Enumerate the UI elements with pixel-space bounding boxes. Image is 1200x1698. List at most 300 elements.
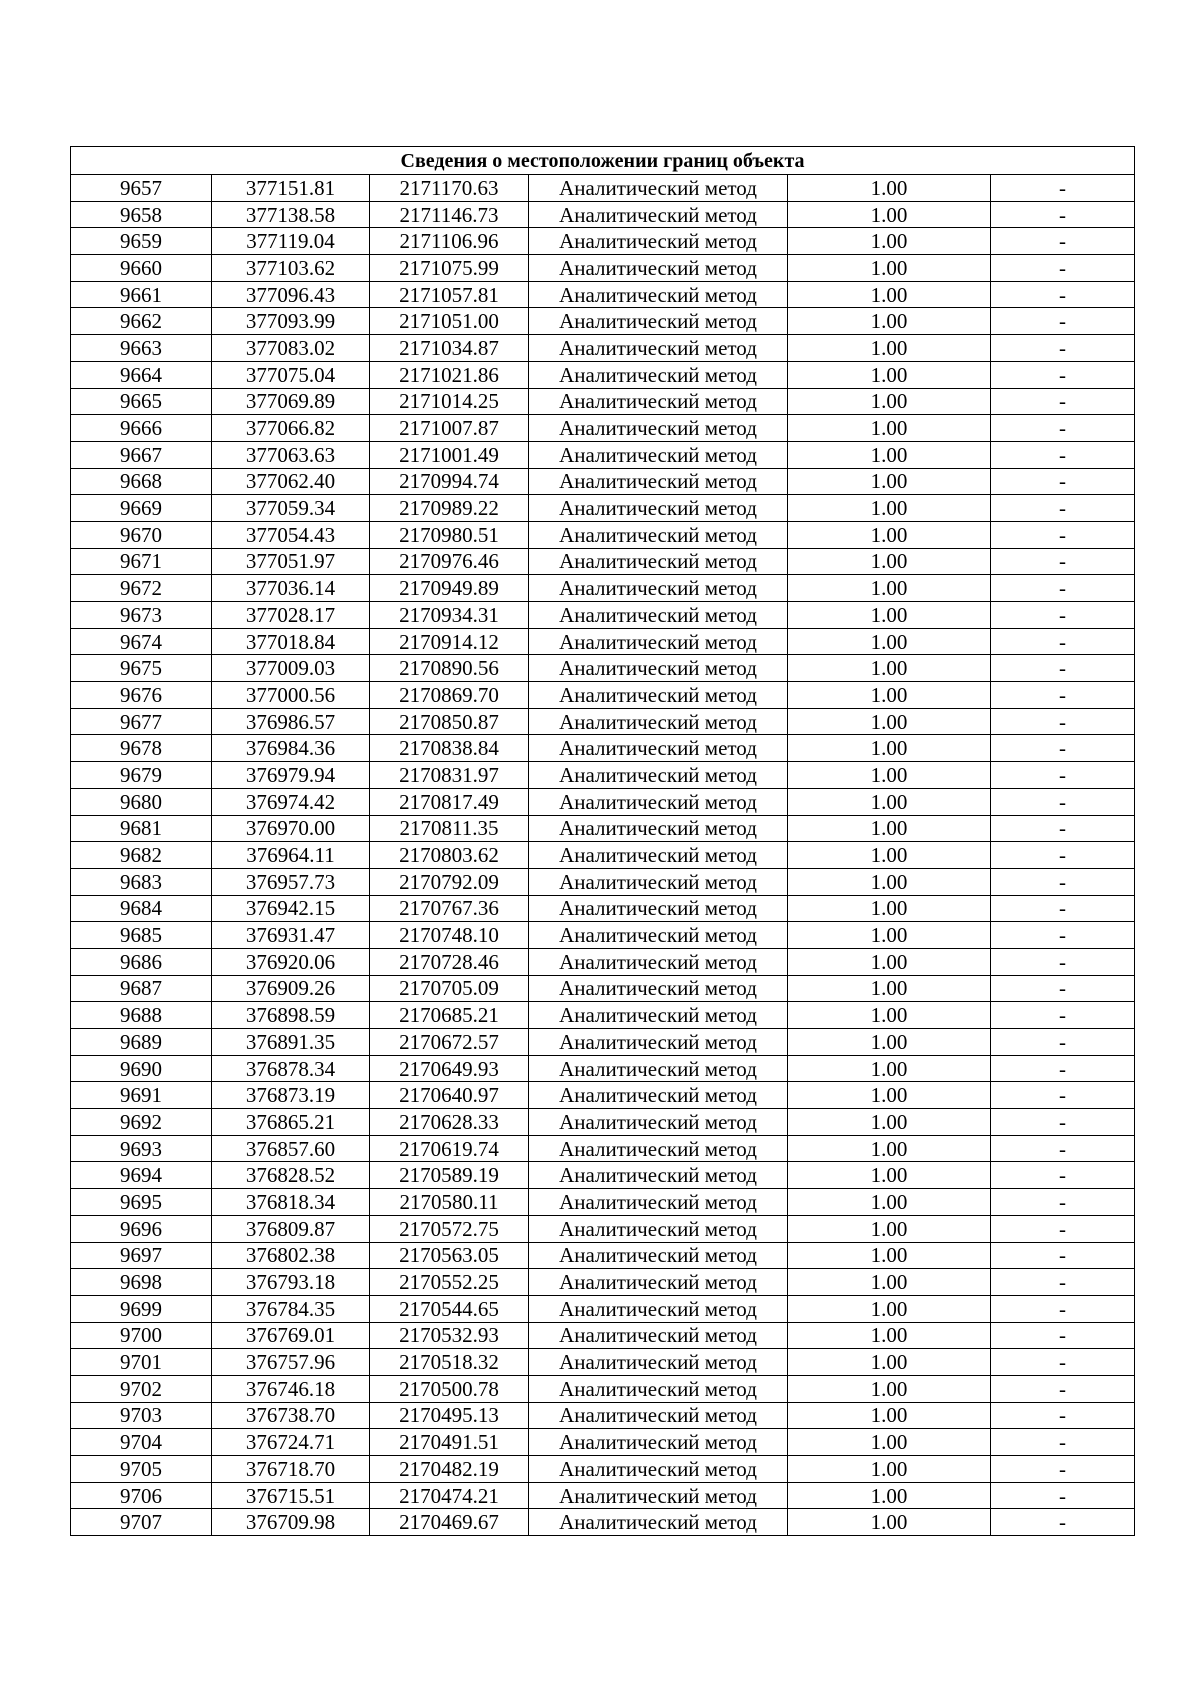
table-title: Сведения о местоположении границ объекта: [71, 147, 1135, 175]
y-coordinate-cell: 2170705.09: [370, 975, 529, 1002]
accuracy-cell: 1.00: [788, 815, 991, 842]
method-cell: Аналитический метод: [529, 281, 788, 308]
method-cell: Аналитический метод: [529, 1295, 788, 1322]
point-number-cell: 9697: [71, 1242, 212, 1269]
x-coordinate-cell: 377054.43: [212, 521, 370, 548]
method-cell: Аналитический метод: [529, 1269, 788, 1296]
y-coordinate-cell: 2170649.93: [370, 1055, 529, 1082]
y-coordinate-cell: 2170994.74: [370, 468, 529, 495]
accuracy-cell: 1.00: [788, 1055, 991, 1082]
point-number-cell: 9674: [71, 628, 212, 655]
accuracy-cell: 1.00: [788, 948, 991, 975]
point-number-cell: 9666: [71, 415, 212, 442]
y-coordinate-cell: 2170728.46: [370, 948, 529, 975]
x-coordinate-cell: 376957.73: [212, 868, 370, 895]
note-cell: -: [991, 1242, 1135, 1269]
table-row: [71, 1215, 1135, 1242]
y-coordinate-cell: 2170672.57: [370, 1029, 529, 1056]
y-coordinate-cell: 2171051.00: [370, 308, 529, 335]
accuracy-cell: 1.00: [788, 575, 991, 602]
accuracy-cell: 1.00: [788, 975, 991, 1002]
accuracy-cell: 1.00: [788, 922, 991, 949]
method-cell: Аналитический метод: [529, 335, 788, 362]
table-row: [71, 895, 1135, 922]
x-coordinate-cell: 376898.59: [212, 1002, 370, 1029]
y-coordinate-cell: 2170495.13: [370, 1402, 529, 1429]
table-row: [71, 228, 1135, 255]
note-cell: -: [991, 682, 1135, 709]
accuracy-cell: 1.00: [788, 308, 991, 335]
x-coordinate-cell: 377051.97: [212, 548, 370, 575]
y-coordinate-cell: 2170803.62: [370, 842, 529, 869]
accuracy-cell: 1.00: [788, 1429, 991, 1456]
point-number-cell: 9683: [71, 868, 212, 895]
x-coordinate-cell: 377075.04: [212, 361, 370, 388]
y-coordinate-cell: 2170831.97: [370, 762, 529, 789]
x-coordinate-cell: 376909.26: [212, 975, 370, 1002]
x-coordinate-cell: 377063.63: [212, 441, 370, 468]
y-coordinate-cell: 2170989.22: [370, 495, 529, 522]
method-cell: Аналитический метод: [529, 735, 788, 762]
point-number-cell: 9698: [71, 1269, 212, 1296]
y-coordinate-cell: 2170619.74: [370, 1135, 529, 1162]
method-cell: Аналитический метод: [529, 228, 788, 255]
x-coordinate-cell: 376709.98: [212, 1509, 370, 1536]
point-number-cell: 9686: [71, 948, 212, 975]
table-row: [71, 1135, 1135, 1162]
accuracy-cell: 1.00: [788, 1135, 991, 1162]
point-number-cell: 9699: [71, 1295, 212, 1322]
accuracy-cell: 1.00: [788, 1375, 991, 1402]
table-row: [71, 441, 1135, 468]
point-number-cell: 9704: [71, 1429, 212, 1456]
x-coordinate-cell: 376865.21: [212, 1109, 370, 1136]
method-cell: Аналитический метод: [529, 655, 788, 682]
point-number-cell: 9670: [71, 521, 212, 548]
table-row: [71, 1456, 1135, 1483]
table-row: [71, 335, 1135, 362]
note-cell: -: [991, 1082, 1135, 1109]
point-number-cell: 9665: [71, 388, 212, 415]
method-cell: Аналитический метод: [529, 975, 788, 1002]
x-coordinate-cell: 376738.70: [212, 1402, 370, 1429]
note-cell: -: [991, 468, 1135, 495]
note-cell: -: [991, 495, 1135, 522]
table-row: [71, 868, 1135, 895]
x-coordinate-cell: 377151.81: [212, 175, 370, 202]
method-cell: Аналитический метод: [529, 1349, 788, 1376]
x-coordinate-cell: 377119.04: [212, 228, 370, 255]
point-number-cell: 9658: [71, 201, 212, 228]
accuracy-cell: 1.00: [788, 281, 991, 308]
point-number-cell: 9675: [71, 655, 212, 682]
x-coordinate-cell: 376974.42: [212, 788, 370, 815]
x-coordinate-cell: 377066.82: [212, 415, 370, 442]
table-row: [71, 1002, 1135, 1029]
x-coordinate-cell: 377062.40: [212, 468, 370, 495]
accuracy-cell: 1.00: [788, 1029, 991, 1056]
point-number-cell: 9677: [71, 708, 212, 735]
y-coordinate-cell: 2170518.32: [370, 1349, 529, 1376]
note-cell: -: [991, 1002, 1135, 1029]
table-row: [71, 1402, 1135, 1429]
y-coordinate-cell: 2171001.49: [370, 441, 529, 468]
y-coordinate-cell: 2171007.87: [370, 415, 529, 442]
y-coordinate-cell: 2170869.70: [370, 682, 529, 709]
method-cell: Аналитический метод: [529, 201, 788, 228]
point-number-cell: 9691: [71, 1082, 212, 1109]
note-cell: -: [991, 1215, 1135, 1242]
x-coordinate-cell: 376715.51: [212, 1482, 370, 1509]
table-row: [71, 1295, 1135, 1322]
accuracy-cell: 1.00: [788, 682, 991, 709]
method-cell: Аналитический метод: [529, 1242, 788, 1269]
point-number-cell: 9700: [71, 1322, 212, 1349]
point-number-cell: 9693: [71, 1135, 212, 1162]
point-number-cell: 9671: [71, 548, 212, 575]
y-coordinate-cell: 2171170.63: [370, 175, 529, 202]
boundary-coordinates-table: [70, 146, 1135, 1536]
note-cell: -: [991, 441, 1135, 468]
y-coordinate-cell: 2170792.09: [370, 868, 529, 895]
point-number-cell: 9661: [71, 281, 212, 308]
table-row: [71, 842, 1135, 869]
method-cell: Аналитический метод: [529, 815, 788, 842]
point-number-cell: 9664: [71, 361, 212, 388]
accuracy-cell: 1.00: [788, 1215, 991, 1242]
x-coordinate-cell: 376818.34: [212, 1189, 370, 1216]
x-coordinate-cell: 376878.34: [212, 1055, 370, 1082]
table-row: [71, 1162, 1135, 1189]
point-number-cell: 9672: [71, 575, 212, 602]
x-coordinate-cell: 377009.03: [212, 655, 370, 682]
point-number-cell: 9689: [71, 1029, 212, 1056]
table-row: [71, 655, 1135, 682]
method-cell: Аналитический метод: [529, 1082, 788, 1109]
y-coordinate-cell: 2170914.12: [370, 628, 529, 655]
method-cell: Аналитический метод: [529, 895, 788, 922]
method-cell: Аналитический метод: [529, 1029, 788, 1056]
point-number-cell: 9688: [71, 1002, 212, 1029]
method-cell: Аналитический метод: [529, 948, 788, 975]
table-row: [71, 1322, 1135, 1349]
y-coordinate-cell: 2170474.21: [370, 1482, 529, 1509]
method-cell: Аналитический метод: [529, 1375, 788, 1402]
x-coordinate-cell: 376809.87: [212, 1215, 370, 1242]
y-coordinate-cell: 2170572.75: [370, 1215, 529, 1242]
method-cell: Аналитический метод: [529, 1135, 788, 1162]
table-row: [71, 308, 1135, 335]
y-coordinate-cell: 2170817.49: [370, 788, 529, 815]
accuracy-cell: 1.00: [788, 1349, 991, 1376]
note-cell: -: [991, 628, 1135, 655]
accuracy-cell: 1.00: [788, 255, 991, 282]
accuracy-cell: 1.00: [788, 1269, 991, 1296]
y-coordinate-cell: 2170890.56: [370, 655, 529, 682]
y-coordinate-cell: 2171021.86: [370, 361, 529, 388]
y-coordinate-cell: 2170482.19: [370, 1456, 529, 1483]
table-row: [71, 388, 1135, 415]
method-cell: Аналитический метод: [529, 1429, 788, 1456]
table-row: [71, 1109, 1135, 1136]
x-coordinate-cell: 376857.60: [212, 1135, 370, 1162]
note-cell: -: [991, 1402, 1135, 1429]
y-coordinate-cell: 2171034.87: [370, 335, 529, 362]
y-coordinate-cell: 2170767.36: [370, 895, 529, 922]
x-coordinate-cell: 377069.89: [212, 388, 370, 415]
point-number-cell: 9701: [71, 1349, 212, 1376]
note-cell: -: [991, 1429, 1135, 1456]
table-title-row: [71, 147, 1135, 175]
x-coordinate-cell: 376986.57: [212, 708, 370, 735]
y-coordinate-cell: 2170976.46: [370, 548, 529, 575]
note-cell: -: [991, 708, 1135, 735]
table-row: [71, 1349, 1135, 1376]
x-coordinate-cell: 377036.14: [212, 575, 370, 602]
note-cell: -: [991, 895, 1135, 922]
note-cell: -: [991, 201, 1135, 228]
note-cell: -: [991, 1162, 1135, 1189]
note-cell: -: [991, 575, 1135, 602]
point-number-cell: 9660: [71, 255, 212, 282]
note-cell: -: [991, 1189, 1135, 1216]
y-coordinate-cell: 2171106.96: [370, 228, 529, 255]
note-cell: -: [991, 762, 1135, 789]
method-cell: Аналитический метод: [529, 415, 788, 442]
accuracy-cell: 1.00: [788, 415, 991, 442]
method-cell: Аналитический метод: [529, 361, 788, 388]
x-coordinate-cell: 376802.38: [212, 1242, 370, 1269]
table-row: [71, 975, 1135, 1002]
y-coordinate-cell: 2170685.21: [370, 1002, 529, 1029]
point-number-cell: 9684: [71, 895, 212, 922]
table-row: [71, 948, 1135, 975]
note-cell: -: [991, 815, 1135, 842]
point-number-cell: 9676: [71, 682, 212, 709]
x-coordinate-cell: 376746.18: [212, 1375, 370, 1402]
method-cell: Аналитический метод: [529, 1509, 788, 1536]
method-cell: Аналитический метод: [529, 548, 788, 575]
table-row: [71, 788, 1135, 815]
note-cell: -: [991, 521, 1135, 548]
table-row: [71, 495, 1135, 522]
x-coordinate-cell: 376964.11: [212, 842, 370, 869]
table-row: [71, 735, 1135, 762]
point-number-cell: 9662: [71, 308, 212, 335]
y-coordinate-cell: 2170491.51: [370, 1429, 529, 1456]
x-coordinate-cell: 376920.06: [212, 948, 370, 975]
point-number-cell: 9690: [71, 1055, 212, 1082]
x-coordinate-cell: 377000.56: [212, 682, 370, 709]
accuracy-cell: 1.00: [788, 628, 991, 655]
table-row: [71, 281, 1135, 308]
table-row: [71, 1055, 1135, 1082]
note-cell: -: [991, 1482, 1135, 1509]
note-cell: -: [991, 735, 1135, 762]
note-cell: -: [991, 1269, 1135, 1296]
note-cell: -: [991, 655, 1135, 682]
y-coordinate-cell: 2170934.31: [370, 602, 529, 629]
method-cell: Аналитический метод: [529, 1215, 788, 1242]
accuracy-cell: 1.00: [788, 1189, 991, 1216]
accuracy-cell: 1.00: [788, 228, 991, 255]
note-cell: -: [991, 602, 1135, 629]
x-coordinate-cell: 377083.02: [212, 335, 370, 362]
point-number-cell: 9673: [71, 602, 212, 629]
note-cell: -: [991, 281, 1135, 308]
accuracy-cell: 1.00: [788, 895, 991, 922]
y-coordinate-cell: 2170980.51: [370, 521, 529, 548]
accuracy-cell: 1.00: [788, 788, 991, 815]
x-coordinate-cell: 376784.35: [212, 1295, 370, 1322]
accuracy-cell: 1.00: [788, 655, 991, 682]
point-number-cell: 9663: [71, 335, 212, 362]
table-row: [71, 548, 1135, 575]
note-cell: -: [991, 922, 1135, 949]
table-row: [71, 815, 1135, 842]
accuracy-cell: 1.00: [788, 441, 991, 468]
table-row: [71, 575, 1135, 602]
point-number-cell: 9685: [71, 922, 212, 949]
method-cell: Аналитический метод: [529, 1482, 788, 1509]
accuracy-cell: 1.00: [788, 1082, 991, 1109]
table-row: [71, 922, 1135, 949]
y-coordinate-cell: 2171146.73: [370, 201, 529, 228]
accuracy-cell: 1.00: [788, 1322, 991, 1349]
accuracy-cell: 1.00: [788, 602, 991, 629]
x-coordinate-cell: 377093.99: [212, 308, 370, 335]
table-row: [71, 1269, 1135, 1296]
x-coordinate-cell: 376873.19: [212, 1082, 370, 1109]
table-row: [71, 1189, 1135, 1216]
method-cell: Аналитический метод: [529, 575, 788, 602]
y-coordinate-cell: 2170469.67: [370, 1509, 529, 1536]
accuracy-cell: 1.00: [788, 495, 991, 522]
method-cell: Аналитический метод: [529, 682, 788, 709]
method-cell: Аналитический метод: [529, 1456, 788, 1483]
note-cell: -: [991, 1295, 1135, 1322]
y-coordinate-cell: 2170850.87: [370, 708, 529, 735]
table-row: [71, 1375, 1135, 1402]
note-cell: -: [991, 335, 1135, 362]
note-cell: -: [991, 1349, 1135, 1376]
note-cell: -: [991, 975, 1135, 1002]
method-cell: Аналитический метод: [529, 1322, 788, 1349]
point-number-cell: 9702: [71, 1375, 212, 1402]
point-number-cell: 9687: [71, 975, 212, 1002]
note-cell: -: [991, 842, 1135, 869]
y-coordinate-cell: 2170552.25: [370, 1269, 529, 1296]
table-body: [71, 147, 1135, 1536]
accuracy-cell: 1.00: [788, 1295, 991, 1322]
table-row: [71, 255, 1135, 282]
table-row: [71, 175, 1135, 202]
accuracy-cell: 1.00: [788, 1402, 991, 1429]
note-cell: -: [991, 1029, 1135, 1056]
x-coordinate-cell: 376979.94: [212, 762, 370, 789]
x-coordinate-cell: 377028.17: [212, 602, 370, 629]
note-cell: -: [991, 868, 1135, 895]
method-cell: Аналитический метод: [529, 255, 788, 282]
accuracy-cell: 1.00: [788, 361, 991, 388]
point-number-cell: 9692: [71, 1109, 212, 1136]
method-cell: Аналитический метод: [529, 388, 788, 415]
point-number-cell: 9659: [71, 228, 212, 255]
y-coordinate-cell: 2170589.19: [370, 1162, 529, 1189]
method-cell: Аналитический метод: [529, 1162, 788, 1189]
point-number-cell: 9696: [71, 1215, 212, 1242]
y-coordinate-cell: 2170949.89: [370, 575, 529, 602]
method-cell: Аналитический метод: [529, 308, 788, 335]
point-number-cell: 9695: [71, 1189, 212, 1216]
note-cell: -: [991, 548, 1135, 575]
x-coordinate-cell: 377138.58: [212, 201, 370, 228]
accuracy-cell: 1.00: [788, 868, 991, 895]
x-coordinate-cell: 376970.00: [212, 815, 370, 842]
point-number-cell: 9668: [71, 468, 212, 495]
method-cell: Аналитический метод: [529, 868, 788, 895]
table-row: [71, 201, 1135, 228]
table-row: [71, 468, 1135, 495]
note-cell: -: [991, 1322, 1135, 1349]
point-number-cell: 9703: [71, 1402, 212, 1429]
y-coordinate-cell: 2171057.81: [370, 281, 529, 308]
y-coordinate-cell: 2170748.10: [370, 922, 529, 949]
table-row: [71, 1082, 1135, 1109]
table-row: [71, 361, 1135, 388]
method-cell: Аналитический метод: [529, 468, 788, 495]
accuracy-cell: 1.00: [788, 1242, 991, 1269]
method-cell: Аналитический метод: [529, 175, 788, 202]
x-coordinate-cell: 376769.01: [212, 1322, 370, 1349]
accuracy-cell: 1.00: [788, 1456, 991, 1483]
x-coordinate-cell: 376942.15: [212, 895, 370, 922]
accuracy-cell: 1.00: [788, 842, 991, 869]
note-cell: -: [991, 308, 1135, 335]
method-cell: Аналитический метод: [529, 1109, 788, 1136]
accuracy-cell: 1.00: [788, 175, 991, 202]
x-coordinate-cell: 376984.36: [212, 735, 370, 762]
x-coordinate-cell: 376891.35: [212, 1029, 370, 1056]
note-cell: -: [991, 1135, 1135, 1162]
method-cell: Аналитический метод: [529, 628, 788, 655]
accuracy-cell: 1.00: [788, 1002, 991, 1029]
method-cell: Аналитический метод: [529, 521, 788, 548]
x-coordinate-cell: 377059.34: [212, 495, 370, 522]
point-number-cell: 9679: [71, 762, 212, 789]
x-coordinate-cell: 377096.43: [212, 281, 370, 308]
note-cell: -: [991, 1109, 1135, 1136]
table-row: [71, 415, 1135, 442]
table-row: [71, 602, 1135, 629]
method-cell: Аналитический метод: [529, 922, 788, 949]
table-row: [71, 1029, 1135, 1056]
x-coordinate-cell: 376828.52: [212, 1162, 370, 1189]
point-number-cell: 9706: [71, 1482, 212, 1509]
point-number-cell: 9669: [71, 495, 212, 522]
point-number-cell: 9657: [71, 175, 212, 202]
accuracy-cell: 1.00: [788, 468, 991, 495]
table-row: [71, 1242, 1135, 1269]
y-coordinate-cell: 2171014.25: [370, 388, 529, 415]
y-coordinate-cell: 2171075.99: [370, 255, 529, 282]
note-cell: -: [991, 361, 1135, 388]
accuracy-cell: 1.00: [788, 708, 991, 735]
point-number-cell: 9681: [71, 815, 212, 842]
table-row: [71, 762, 1135, 789]
method-cell: Аналитический метод: [529, 762, 788, 789]
note-cell: -: [991, 1375, 1135, 1402]
